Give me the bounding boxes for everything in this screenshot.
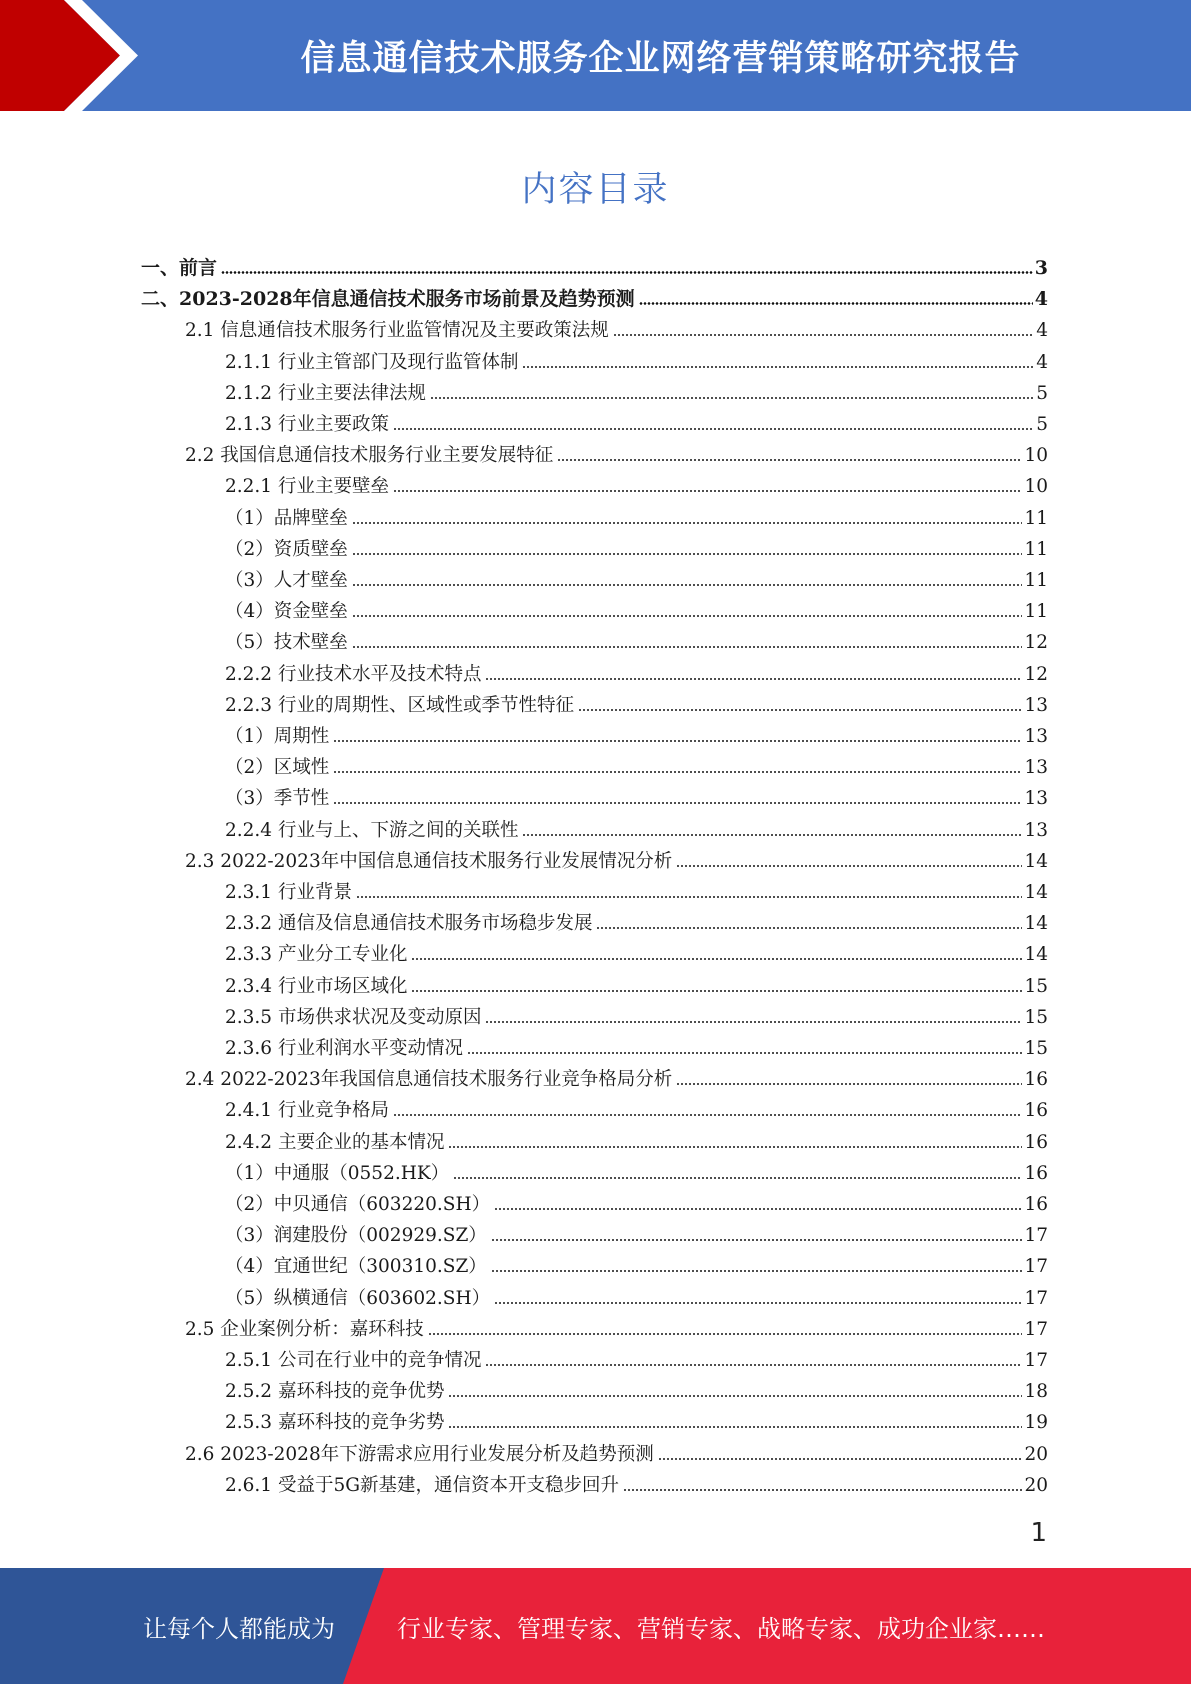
toc-entry-text: （4）宜通世纪（300310.SZ）: [225, 1256, 487, 1278]
toc-entry[interactable]: [141, 284, 1048, 315]
toc-heading: 内容目录: [521, 170, 670, 210]
toc-entry-page: 17: [1024, 1318, 1048, 1340]
toc-entry-text: 2.1 信息通信技术服务行业监管情况及主要政策法规: [185, 320, 609, 342]
toc-entry[interactable]: [225, 752, 1048, 783]
toc-entry-text: 2.3 2022-2023年中国信息通信技术服务行业发展情况分析: [185, 850, 673, 872]
toc-entry-text: 2.1.3 行业主要政策: [225, 414, 389, 435]
toc-entry-text: （4）资金壁垒: [225, 601, 348, 623]
toc-dot-leader: [578, 709, 1022, 711]
toc-dot-leader: [448, 1146, 1022, 1148]
toc-entry-text: 2.3.2 通信及信息通信技术服务市场稳步发展: [225, 913, 593, 935]
toc-entry[interactable]: [225, 1407, 1048, 1438]
toc-entry[interactable]: [225, 1251, 1048, 1282]
toc-entry-page: 17: [1024, 1350, 1048, 1371]
toc-entry-page: 14: [1024, 913, 1048, 935]
toc-entry[interactable]: [141, 253, 1048, 284]
toc-entry-page: 13: [1024, 694, 1048, 716]
toc-dot-leader: [485, 1021, 1022, 1023]
toc-entry-page: 14: [1024, 944, 1048, 966]
toc-entry-text: 二、2023-2028年信息通信技术服务市场前景及趋势预测: [141, 288, 635, 311]
toc-dot-leader: [448, 1395, 1022, 1397]
toc-dot-leader: [453, 1177, 1022, 1179]
toc-dot-leader: [352, 522, 1023, 524]
toc-entry[interactable]: [225, 534, 1048, 565]
toc-entry[interactable]: [225, 721, 1048, 752]
toc-entry[interactable]: [225, 783, 1048, 814]
toc-entry-page: 17: [1024, 1225, 1048, 1247]
toc-entry-page: 10: [1024, 476, 1048, 498]
toc-entry-text: 2.5.3 嘉环科技的竞争劣势: [225, 1412, 445, 1434]
toc-dot-leader: [676, 865, 1022, 867]
toc-entry-text: 2.1.1 行业主管部门及现行监管体制: [225, 351, 519, 373]
toc-entry-page: 18: [1024, 1381, 1048, 1403]
toc-entry[interactable]: [225, 347, 1048, 378]
toc-entry[interactable]: [225, 1376, 1048, 1407]
toc-entry-text: 一、前言: [141, 257, 218, 279]
toc-dot-leader: [491, 1270, 1023, 1272]
toc-entry-page: 15: [1024, 975, 1048, 997]
toc-dot-leader: [352, 646, 1023, 648]
toc-entry-text: 2.2 我国信息通信技术服务行业主要发展特征: [185, 445, 554, 467]
toc-entry-page: 12: [1024, 663, 1048, 685]
toc-dot-leader: [393, 428, 1034, 430]
toc-dot-leader: [596, 927, 1022, 929]
toc-dot-leader: [639, 302, 1033, 305]
toc-entry[interactable]: [185, 1439, 1048, 1470]
toc-entry-page: 17: [1024, 1287, 1048, 1309]
toc-dot-leader: [522, 834, 1022, 836]
toc-dot-leader: [393, 1114, 1022, 1116]
page-number: 1: [1030, 1518, 1047, 1548]
toc-entry[interactable]: [185, 846, 1048, 877]
toc-entry[interactable]: [225, 971, 1048, 1002]
toc-entry-text: （3）季节性: [225, 788, 330, 810]
toc-entry[interactable]: [225, 409, 1048, 440]
toc-dot-leader: [467, 1052, 1022, 1054]
toc-entry-page: 13: [1024, 819, 1048, 841]
toc-entry[interactable]: [225, 1470, 1048, 1501]
toc-entry[interactable]: [225, 503, 1048, 534]
toc-entry[interactable]: [185, 315, 1048, 346]
toc-entry-text: 2.3.6 行业利润水平变动情况: [225, 1038, 463, 1059]
toc-entry-text: （2）资质壁垒: [225, 538, 348, 560]
toc-entry-page: 14: [1024, 850, 1048, 872]
toc-entry-page: 3: [1034, 257, 1048, 279]
toc-dot-leader: [613, 334, 1034, 336]
toc-entry-page: 16: [1024, 1162, 1048, 1184]
toc-entry[interactable]: [225, 659, 1048, 690]
toc-dot-leader: [623, 1489, 1022, 1491]
toc-entry[interactable]: [225, 1033, 1048, 1064]
toc-dot-leader: [522, 366, 1034, 368]
toc-entry[interactable]: [225, 1095, 1048, 1126]
toc-entry[interactable]: [225, 908, 1048, 939]
toc-dot-leader: [557, 459, 1022, 461]
toc-dot-leader: [430, 397, 1034, 399]
report-header-band: [0, 0, 1191, 111]
toc-entry[interactable]: [225, 596, 1048, 627]
toc-dot-leader: [448, 1426, 1022, 1428]
toc-entry-page: 13: [1024, 788, 1048, 810]
toc-entry-text: 2.3.5 市场供求状况及变动原因: [225, 1006, 482, 1028]
toc-entry-page: 10: [1024, 445, 1048, 467]
toc-entry-page: 5: [1036, 382, 1048, 404]
toc-dot-leader: [333, 802, 1022, 804]
toc-entry-text: （1）周期性: [225, 726, 330, 747]
toc-entry-text: （3）润建股份（002929.SZ）: [225, 1225, 487, 1247]
toc-entry[interactable]: [225, 1283, 1048, 1314]
toc-entry-text: （5）纵横通信（603602.SH）: [225, 1287, 491, 1309]
toc-entry-text: 2.2.2 行业技术水平及技术特点: [225, 663, 482, 685]
toc-dot-leader: [491, 1239, 1023, 1241]
toc-entry[interactable]: [185, 1314, 1048, 1345]
toc-entry-page: 14: [1024, 882, 1048, 903]
toc-entry-page: 16: [1024, 1131, 1048, 1153]
toc-entry-page: 16: [1024, 1100, 1048, 1122]
report-title: 信息通信技术服务企业网络营销策略研究报告: [300, 38, 1021, 79]
footer-slogan-right: 行业专家、管理专家、营销专家、战略专家、成功企业家……: [397, 1614, 1045, 1643]
toc-entry[interactable]: [225, 1189, 1048, 1220]
toc-dot-leader: [676, 1083, 1022, 1085]
toc-entry[interactable]: [225, 939, 1048, 970]
toc-dot-leader: [352, 584, 1023, 586]
toc-entry-page: 15: [1024, 1038, 1048, 1059]
toc-entry-text: 2.3.3 产业分工专业化: [225, 944, 408, 966]
toc-entry[interactable]: [185, 440, 1048, 471]
toc-entry[interactable]: [225, 690, 1048, 721]
toc-dot-leader: [658, 1458, 1023, 1460]
toc-entry-page: 13: [1024, 726, 1048, 747]
toc-entry-text: （1）中通服（0552.HK）: [225, 1162, 450, 1184]
footer-band: [0, 1568, 1191, 1684]
toc-entry-page: 16: [1024, 1069, 1048, 1091]
toc-entry-text: 2.4 2022-2023年我国信息通信技术服务行业竞争格局分析: [185, 1069, 673, 1091]
toc-dot-leader: [393, 490, 1022, 492]
toc-dot-leader: [333, 740, 1022, 742]
toc-dot-leader: [333, 771, 1022, 773]
toc-entry-text: （3）人才壁垒: [225, 570, 348, 591]
toc-entry-text: （2）区域性: [225, 757, 330, 779]
toc-entry[interactable]: [225, 815, 1048, 846]
toc-entry-page: 13: [1024, 757, 1048, 779]
toc-entry-page: 12: [1024, 632, 1048, 654]
toc-dot-leader: [352, 553, 1023, 555]
toc-entry-page: 4: [1034, 288, 1048, 311]
toc-entry[interactable]: [185, 1064, 1048, 1095]
toc-entry-text: （2）中贝通信（603220.SH）: [225, 1194, 491, 1215]
toc-entry[interactable]: [225, 1127, 1048, 1158]
toc-entry-page: 4: [1036, 351, 1048, 373]
footer-slogan-left: 让每个人都能成为: [143, 1614, 335, 1643]
toc-dot-leader: [485, 1364, 1022, 1366]
toc-entry-text: （5）技术壁垒: [225, 632, 348, 654]
red-arrow-decoration: [0, 0, 170, 111]
toc-entry-page: 4: [1036, 320, 1048, 342]
toc-entry-page: 11: [1024, 507, 1048, 529]
toc-entry[interactable]: [225, 877, 1048, 908]
toc-entry-text: 2.1.2 行业主要法律法规: [225, 382, 426, 404]
toc-entry-page: 11: [1024, 570, 1048, 591]
toc-entry-text: 2.2.1 行业主要壁垒: [225, 476, 389, 498]
toc-dot-leader: [356, 896, 1023, 898]
toc-entry-text: 2.6 2023-2028年下游需求应用行业发展分析及趋势预测: [185, 1443, 654, 1465]
toc-entry-page: 11: [1024, 601, 1048, 623]
toc-entry-text: 2.2.4 行业与上、下游之间的关联性: [225, 819, 519, 841]
toc-entry-page: 20: [1024, 1474, 1048, 1496]
toc-entry[interactable]: [225, 1002, 1048, 1033]
toc-entry-text: （1）品牌壁垒: [225, 507, 348, 529]
toc-dot-leader: [485, 678, 1022, 680]
toc-entry[interactable]: [225, 471, 1048, 502]
toc-entry[interactable]: [225, 627, 1048, 658]
toc-entry-page: 5: [1036, 414, 1048, 435]
toc-entry[interactable]: [225, 565, 1048, 596]
toc-entry[interactable]: [225, 1158, 1048, 1189]
toc-dot-leader: [494, 1302, 1022, 1304]
toc-entry-page: 16: [1024, 1194, 1048, 1215]
toc-entry-text: 2.3.4 行业市场区域化: [225, 975, 408, 997]
toc-entry-text: 2.6.1 受益于5G新基建，通信资本开支稳步回升: [225, 1474, 620, 1496]
toc-dot-leader: [411, 958, 1022, 960]
toc-entry-page: 11: [1024, 538, 1048, 560]
toc-entry-text: 2.2.3 行业的周期性、区域性或季节性特征: [225, 694, 574, 716]
toc-entry-text: 2.5 企业案例分析：嘉环科技: [185, 1318, 424, 1340]
toc-dot-leader: [221, 271, 1033, 274]
toc-entry-page: 19: [1024, 1412, 1048, 1434]
toc-dot-leader: [494, 1208, 1022, 1210]
toc-entry-text: 2.4.1 行业竞争格局: [225, 1100, 389, 1122]
toc-entry[interactable]: [225, 378, 1048, 409]
toc-entry[interactable]: [225, 1220, 1048, 1251]
toc-entry-text: 2.5.1 公司在行业中的竞争情况: [225, 1350, 482, 1371]
toc-entry[interactable]: [225, 1345, 1048, 1376]
toc-dot-leader: [411, 990, 1022, 992]
toc-entry-page: 15: [1024, 1006, 1048, 1028]
toc-entry-text: 2.4.2 主要企业的基本情况: [225, 1131, 445, 1153]
toc-entry-page: 20: [1024, 1443, 1048, 1465]
toc-entry-text: 2.5.2 嘉环科技的竞争优势: [225, 1381, 445, 1403]
toc-dot-leader: [428, 1333, 1023, 1335]
toc-dot-leader: [352, 615, 1023, 617]
toc-entry-text: 2.3.1 行业背景: [225, 882, 352, 903]
toc-entry-page: 17: [1024, 1256, 1048, 1278]
